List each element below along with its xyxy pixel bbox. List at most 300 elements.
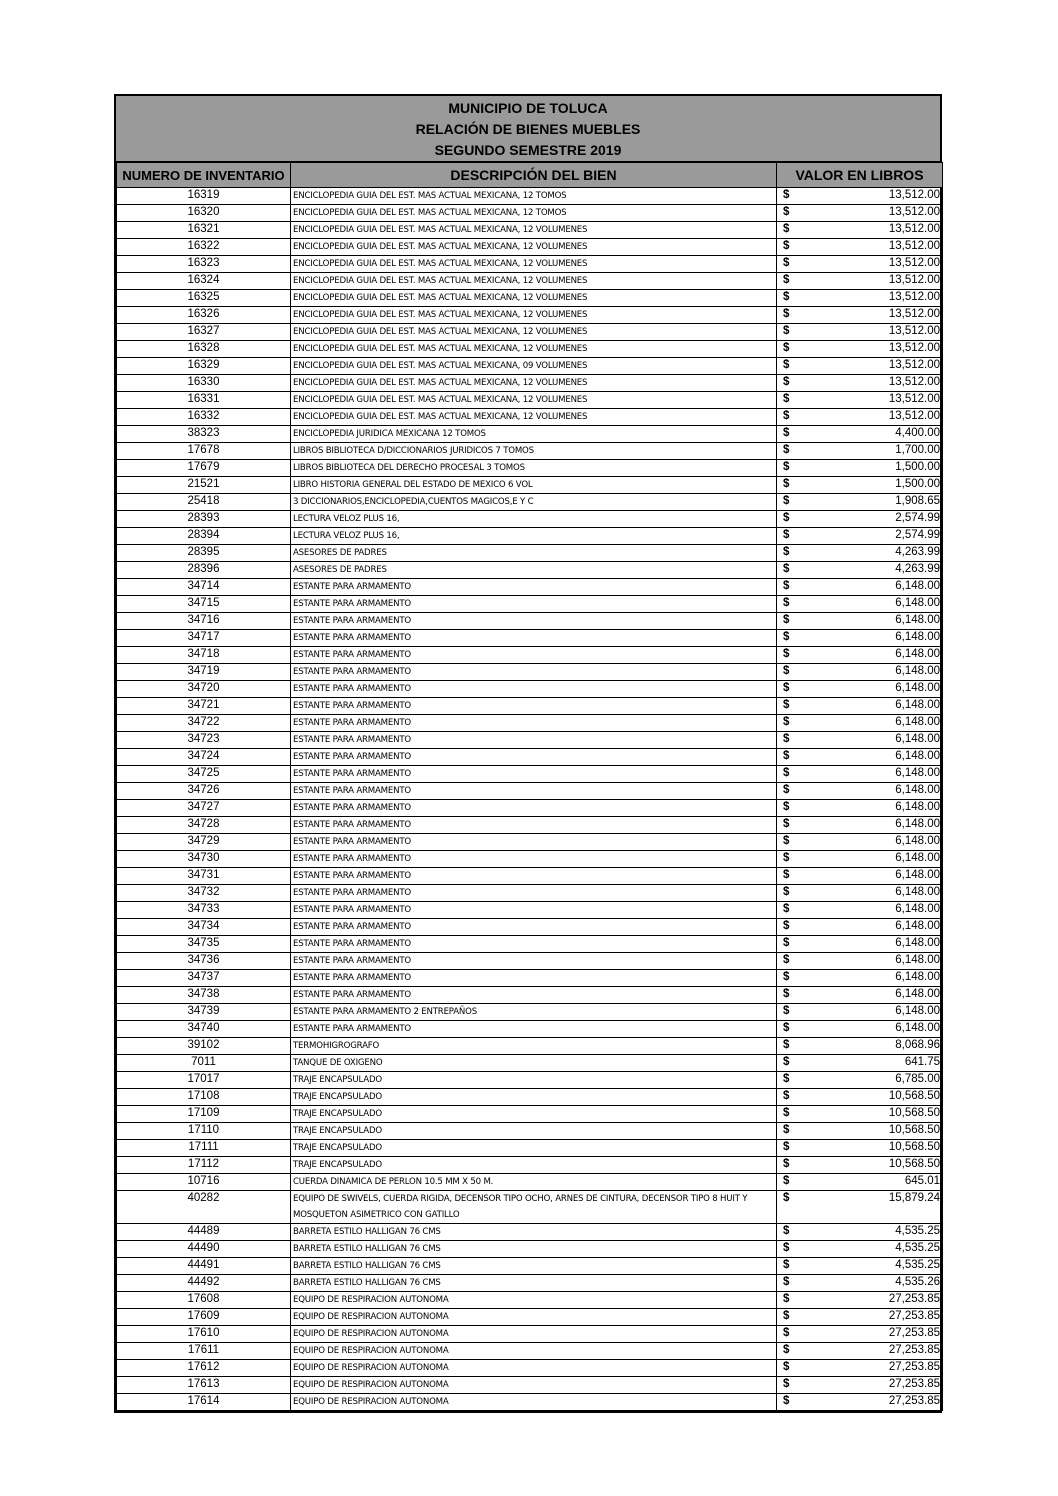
value-amount: 6,148.00 xyxy=(895,665,940,677)
inventory-number-cell: 17608 xyxy=(117,1292,291,1309)
table-header-row xyxy=(117,163,943,188)
description-cell: TRAJE ENCAPSULADO xyxy=(291,1157,777,1174)
table-row xyxy=(117,273,943,290)
currency-symbol: $ xyxy=(783,342,790,354)
value-cell xyxy=(777,1326,943,1343)
inventory-number-cell: 34735 xyxy=(117,936,291,953)
table-row xyxy=(117,545,943,562)
description-cell: ESTANTE PARA ARMAMENTO xyxy=(291,902,777,919)
value-amount: 6,148.00 xyxy=(895,597,940,609)
table-row xyxy=(117,341,943,358)
inventory-number-cell: 34736 xyxy=(117,953,291,970)
inventory-number-cell: 40282 xyxy=(117,1191,291,1224)
currency-symbol: $ xyxy=(783,376,790,388)
value-amount: 6,148.00 xyxy=(895,733,940,745)
value-cell xyxy=(777,1377,943,1394)
description-cell: ESTANTE PARA ARMAMENTO xyxy=(291,1021,777,1038)
description-cell: ENCICLOPEDIA JURIDICA MEXICANA 12 TOMOS xyxy=(291,426,777,443)
value-amount: 27,253.85 xyxy=(888,1378,940,1390)
inventory-number-cell: 16327 xyxy=(117,324,291,341)
description-cell: CUERDA DINAMICA DE PERLON 10.5 MM X 50 M. xyxy=(291,1174,777,1191)
table-row xyxy=(117,392,943,409)
value-cell xyxy=(777,1191,943,1224)
table-row xyxy=(117,1055,943,1072)
currency-symbol: $ xyxy=(783,1378,790,1390)
table-row xyxy=(117,324,943,341)
description-cell: ESTANTE PARA ARMAMENTO xyxy=(291,596,777,613)
value-amount: 6,148.00 xyxy=(895,835,940,847)
inventory-number-cell: 34723 xyxy=(117,732,291,749)
inventory-number-cell: 34717 xyxy=(117,630,291,647)
currency-symbol: $ xyxy=(783,665,790,677)
description-cell: ESTANTE PARA ARMAMENTO xyxy=(291,868,777,885)
value-cell xyxy=(777,307,943,324)
currency-symbol: $ xyxy=(783,835,790,847)
table-row xyxy=(117,375,943,392)
inventory-table xyxy=(116,162,943,1411)
value-cell xyxy=(777,1072,943,1089)
value-amount: 6,148.00 xyxy=(895,784,940,796)
table-row xyxy=(117,749,943,766)
currency-symbol: $ xyxy=(783,1327,790,1339)
description-cell: ESTANTE PARA ARMAMENTO xyxy=(291,783,777,800)
currency-symbol: $ xyxy=(783,427,790,439)
value-amount: 1,700.00 xyxy=(895,444,940,456)
value-amount: 6,148.00 xyxy=(895,954,940,966)
currency-symbol: $ xyxy=(783,631,790,643)
value-cell xyxy=(777,1292,943,1309)
value-amount: 6,148.00 xyxy=(895,971,940,983)
inventory-number-cell: 34730 xyxy=(117,851,291,868)
inventory-number-cell: 17611 xyxy=(117,1343,291,1360)
value-cell xyxy=(777,443,943,460)
currency-symbol: $ xyxy=(783,1175,790,1187)
value-amount: 6,148.00 xyxy=(895,903,940,915)
inventory-number-cell: 17112 xyxy=(117,1157,291,1174)
value-cell xyxy=(777,732,943,749)
title-report: RELACIÓN DE BIENES MUEBLES xyxy=(415,121,641,137)
currency-symbol: $ xyxy=(783,1073,790,1085)
value-amount: 641.75 xyxy=(904,1056,940,1068)
value-cell xyxy=(777,1123,943,1140)
value-amount: 6,148.00 xyxy=(895,988,940,1000)
title-period: SEGUNDO SEMESTRE 2019 xyxy=(434,142,622,158)
value-amount: 27,253.85 xyxy=(888,1293,940,1305)
description-cell: LIBRO HISTORIA GENERAL DEL ESTADO DE MEXICO 6 VOL xyxy=(291,477,777,494)
inventory-number-cell: 16329 xyxy=(117,358,291,375)
currency-symbol: $ xyxy=(783,801,790,813)
description-cell: BARRETA ESTILO HALLIGAN 76 CMS xyxy=(291,1224,777,1241)
value-amount: 10,568.50 xyxy=(888,1107,940,1119)
currency-symbol: $ xyxy=(783,359,790,371)
value-cell xyxy=(777,698,943,715)
currency-symbol: $ xyxy=(783,1158,790,1170)
value-cell xyxy=(777,936,943,953)
description-cell: ESTANTE PARA ARMAMENTO xyxy=(291,749,777,766)
value-cell xyxy=(777,783,943,800)
value-cell xyxy=(777,205,943,222)
value-amount: 645.01 xyxy=(904,1175,940,1187)
table-body xyxy=(117,188,943,1411)
description-cell: ENCICLOPEDIA GUIA DEL EST. MAS ACTUAL MEXICANA, 12 VOLUMENES xyxy=(291,256,777,273)
currency-symbol: $ xyxy=(783,903,790,915)
inventory-number-cell: 16324 xyxy=(117,273,291,290)
table-row xyxy=(117,868,943,885)
table-row xyxy=(117,239,943,256)
currency-symbol: $ xyxy=(783,733,790,745)
value-cell xyxy=(777,1106,943,1123)
inventory-number-cell: 34722 xyxy=(117,715,291,732)
table-row xyxy=(117,1241,943,1258)
currency-symbol: $ xyxy=(783,563,790,575)
currency-symbol: $ xyxy=(783,1056,790,1068)
value-cell xyxy=(777,749,943,766)
inventory-number-cell: 34728 xyxy=(117,817,291,834)
table-row xyxy=(117,528,943,545)
currency-symbol: $ xyxy=(783,682,790,694)
value-amount: 13,512.00 xyxy=(888,257,940,269)
value-amount: 13,512.00 xyxy=(888,342,940,354)
inventory-number-cell: 17109 xyxy=(117,1106,291,1123)
table-row xyxy=(117,409,943,426)
description-cell: ESTANTE PARA ARMAMENTO xyxy=(291,885,777,902)
value-cell xyxy=(777,290,943,307)
description-cell: ESTANTE PARA ARMAMENTO xyxy=(291,817,777,834)
value-amount: 6,148.00 xyxy=(895,750,940,762)
value-cell xyxy=(777,545,943,562)
currency-symbol: $ xyxy=(783,1293,790,1305)
value-cell xyxy=(777,273,943,290)
value-cell xyxy=(777,1241,943,1258)
value-cell xyxy=(777,630,943,647)
currency-symbol: $ xyxy=(783,869,790,881)
table-row xyxy=(117,1140,943,1157)
table-row xyxy=(117,1292,943,1309)
inventory-number-cell: 16321 xyxy=(117,222,291,239)
currency-symbol: $ xyxy=(783,529,790,541)
table-row xyxy=(117,562,943,579)
table-row xyxy=(117,817,943,834)
description-cell: TERMOHIGROGRAFO xyxy=(291,1038,777,1055)
description-cell: LECTURA VELOZ PLUS 16, xyxy=(291,528,777,545)
value-cell xyxy=(777,1089,943,1106)
description-cell: BARRETA ESTILO HALLIGAN 76 CMS xyxy=(291,1275,777,1292)
description-cell: ESTANTE PARA ARMAMENTO xyxy=(291,630,777,647)
currency-symbol: $ xyxy=(783,1141,790,1153)
table-row xyxy=(117,1072,943,1089)
table-row xyxy=(117,1309,943,1326)
description-cell: TRAJE ENCAPSULADO xyxy=(291,1140,777,1157)
table-row xyxy=(117,358,943,375)
value-cell xyxy=(777,647,943,664)
value-cell xyxy=(777,834,943,851)
description-cell: TRAJE ENCAPSULADO xyxy=(291,1072,777,1089)
inventory-number-cell: 17678 xyxy=(117,443,291,460)
value-cell xyxy=(777,766,943,783)
description-cell: ENCICLOPEDIA GUIA DEL EST. MAS ACTUAL MEXICANA, 12 VOLUMENES xyxy=(291,273,777,290)
currency-symbol: $ xyxy=(783,954,790,966)
description-cell: ESTANTE PARA ARMAMENTO xyxy=(291,715,777,732)
value-amount: 4,535.25 xyxy=(895,1259,940,1271)
value-cell xyxy=(777,511,943,528)
value-amount: 4,535.25 xyxy=(895,1242,940,1254)
currency-symbol: $ xyxy=(783,750,790,762)
table-row xyxy=(117,1157,943,1174)
inventory-number-cell: 17108 xyxy=(117,1089,291,1106)
table-row xyxy=(117,1360,943,1377)
table-row xyxy=(117,1343,943,1360)
description-cell: BARRETA ESTILO HALLIGAN 76 CMS xyxy=(291,1258,777,1275)
inventory-number-cell: 34715 xyxy=(117,596,291,613)
description-cell: ENCICLOPEDIA GUIA DEL EST. MAS ACTUAL MEXICANA, 12 VOLUMENES xyxy=(291,409,777,426)
value-cell xyxy=(777,1140,943,1157)
value-cell xyxy=(777,817,943,834)
table-row xyxy=(117,1224,943,1241)
inventory-number-cell: 28396 xyxy=(117,562,291,579)
inventory-number-cell: 17017 xyxy=(117,1072,291,1089)
value-amount: 10,568.50 xyxy=(888,1141,940,1153)
currency-symbol: $ xyxy=(783,784,790,796)
table-row xyxy=(117,188,943,205)
value-amount: 2,574.99 xyxy=(895,529,940,541)
value-cell xyxy=(777,239,943,256)
table-row xyxy=(117,460,943,477)
currency-symbol: $ xyxy=(783,1361,790,1373)
description-cell: ESTANTE PARA ARMAMENTO 2 ENTREPAÑOS xyxy=(291,1004,777,1021)
currency-symbol: $ xyxy=(783,1124,790,1136)
description-cell: EQUIPO DE RESPIRACION AUTONOMA xyxy=(291,1343,777,1360)
value-amount: 6,148.00 xyxy=(895,682,940,694)
currency-symbol: $ xyxy=(783,971,790,983)
currency-symbol: $ xyxy=(783,1310,790,1322)
table-row xyxy=(117,1394,943,1411)
value-cell xyxy=(777,851,943,868)
currency-symbol: $ xyxy=(783,240,790,252)
value-amount: 6,148.00 xyxy=(895,886,940,898)
description-cell: ESTANTE PARA ARMAMENTO xyxy=(291,800,777,817)
currency-symbol: $ xyxy=(783,206,790,218)
value-amount: 6,148.00 xyxy=(895,852,940,864)
table-row xyxy=(117,647,943,664)
description-cell: TANQUE DE OXIGENO xyxy=(291,1055,777,1072)
table-row xyxy=(117,1089,943,1106)
column-header-value: VALOR EN LIBROS xyxy=(777,163,943,188)
value-amount: 6,148.00 xyxy=(895,801,940,813)
value-amount: 6,148.00 xyxy=(895,1005,940,1017)
description-cell: ESTANTE PARA ARMAMENTO xyxy=(291,732,777,749)
value-cell xyxy=(777,1224,943,1241)
value-cell xyxy=(777,902,943,919)
inventory-number-cell: 16323 xyxy=(117,256,291,273)
description-cell: ENCICLOPEDIA GUIA DEL EST. MAS ACTUAL MEXICANA, 12 VOLUMENES xyxy=(291,341,777,358)
table-row xyxy=(117,222,943,239)
value-amount: 2,574.99 xyxy=(895,512,940,524)
value-cell xyxy=(777,970,943,987)
inventory-number-cell: 16330 xyxy=(117,375,291,392)
inventory-number-cell: 16331 xyxy=(117,392,291,409)
value-cell xyxy=(777,477,943,494)
currency-symbol: $ xyxy=(783,1344,790,1356)
description-cell: TRAJE ENCAPSULADO xyxy=(291,1089,777,1106)
inventory-number-cell: 17613 xyxy=(117,1377,291,1394)
inventory-number-cell: 34737 xyxy=(117,970,291,987)
inventory-number-cell: 16320 xyxy=(117,205,291,222)
currency-symbol: $ xyxy=(783,1225,790,1237)
inventory-number-cell: 17610 xyxy=(117,1326,291,1343)
description-cell: ESTANTE PARA ARMAMENTO xyxy=(291,851,777,868)
value-amount: 13,512.00 xyxy=(888,359,940,371)
value-cell xyxy=(777,953,943,970)
table-row xyxy=(117,256,943,273)
inventory-number-cell: 34739 xyxy=(117,1004,291,1021)
inventory-number-cell: 16322 xyxy=(117,239,291,256)
value-amount: 1,500.00 xyxy=(895,478,940,490)
currency-symbol: $ xyxy=(783,189,790,201)
inventory-number-cell: 34725 xyxy=(117,766,291,783)
table-row xyxy=(117,936,943,953)
inventory-number-cell: 17679 xyxy=(117,460,291,477)
description-cell: BARRETA ESTILO HALLIGAN 76 CMS xyxy=(291,1241,777,1258)
value-amount: 1,500.00 xyxy=(895,461,940,473)
description-cell: EQUIPO DE RESPIRACION AUTONOMA xyxy=(291,1326,777,1343)
value-cell xyxy=(777,528,943,545)
currency-symbol: $ xyxy=(783,614,790,626)
table-row xyxy=(117,953,943,970)
inventory-number-cell: 34738 xyxy=(117,987,291,1004)
value-amount: 6,148.00 xyxy=(895,767,940,779)
description-cell: EQUIPO DE SWIVELS, CUERDA RIGIDA, DECENSOR TIPO OCHO, ARNES DE CINTURA, DECENSOR TIPO 8 HUIT Y MOSQUETON ASIMETRICO CON GATILLO xyxy=(291,1191,777,1224)
table-row xyxy=(117,579,943,596)
description-cell: TRAJE ENCAPSULADO xyxy=(291,1106,777,1123)
currency-symbol: $ xyxy=(783,988,790,1000)
inventory-number-cell: 34716 xyxy=(117,613,291,630)
table-row xyxy=(117,307,943,324)
table-row xyxy=(117,1021,943,1038)
inventory-number-cell: 34718 xyxy=(117,647,291,664)
value-amount: 27,253.85 xyxy=(888,1361,940,1373)
value-cell xyxy=(777,375,943,392)
inventory-number-cell: 17614 xyxy=(117,1394,291,1411)
inventory-sheet xyxy=(114,94,942,1413)
value-cell xyxy=(777,426,943,443)
value-amount: 27,253.85 xyxy=(888,1395,940,1407)
value-amount: 6,785.00 xyxy=(895,1073,940,1085)
description-cell: ESTANTE PARA ARMAMENTO xyxy=(291,987,777,1004)
value-cell xyxy=(777,324,943,341)
value-cell xyxy=(777,596,943,613)
inventory-number-cell: 34727 xyxy=(117,800,291,817)
currency-symbol: $ xyxy=(783,767,790,779)
table-row xyxy=(117,1174,943,1191)
value-amount: 4,400.00 xyxy=(895,427,940,439)
currency-symbol: $ xyxy=(783,852,790,864)
inventory-number-cell: 34729 xyxy=(117,834,291,851)
table-row xyxy=(117,1326,943,1343)
description-cell: LIBROS BIBLIOTECA D/DICCIONARIOS JURIDICOS 7 TOMOS xyxy=(291,443,777,460)
currency-symbol: $ xyxy=(783,818,790,830)
value-amount: 6,148.00 xyxy=(895,716,940,728)
table-row xyxy=(117,205,943,222)
description-cell: EQUIPO DE RESPIRACION AUTONOMA xyxy=(291,1309,777,1326)
table-row xyxy=(117,477,943,494)
value-cell xyxy=(777,1394,943,1411)
description-cell: ESTANTE PARA ARMAMENTO xyxy=(291,936,777,953)
value-amount: 13,512.00 xyxy=(888,274,940,286)
inventory-number-cell: 44489 xyxy=(117,1224,291,1241)
description-cell: 3 DICCIONARIOS,ENCICLOPEDIA,CUENTOS MAGICOS,E Y C xyxy=(291,494,777,511)
value-amount: 8,068.96 xyxy=(895,1039,940,1051)
description-cell: ENCICLOPEDIA GUIA DEL EST. MAS ACTUAL MEXICANA, 12 VOLUMENES xyxy=(291,239,777,256)
value-cell xyxy=(777,188,943,205)
value-amount: 13,512.00 xyxy=(888,325,940,337)
inventory-number-cell: 34726 xyxy=(117,783,291,800)
description-cell: EQUIPO DE RESPIRACION AUTONOMA xyxy=(291,1292,777,1309)
currency-symbol: $ xyxy=(783,274,790,286)
value-cell xyxy=(777,256,943,273)
description-cell: ASESORES DE PADRES xyxy=(291,562,777,579)
inventory-number-cell: 28394 xyxy=(117,528,291,545)
value-cell xyxy=(777,1275,943,1292)
value-cell xyxy=(777,1157,943,1174)
currency-symbol: $ xyxy=(783,1107,790,1119)
currency-symbol: $ xyxy=(783,325,790,337)
inventory-number-cell: 44492 xyxy=(117,1275,291,1292)
value-amount: 13,512.00 xyxy=(888,376,940,388)
inventory-number-cell: 34719 xyxy=(117,664,291,681)
value-amount: 6,148.00 xyxy=(895,869,940,881)
value-cell xyxy=(777,392,943,409)
value-cell xyxy=(777,1309,943,1326)
currency-symbol: $ xyxy=(783,410,790,422)
description-cell: EQUIPO DE RESPIRACION AUTONOMA xyxy=(291,1394,777,1411)
value-cell xyxy=(777,613,943,630)
value-amount: 10,568.50 xyxy=(888,1124,940,1136)
value-amount: 10,568.50 xyxy=(888,1158,940,1170)
description-cell: ESTANTE PARA ARMAMENTO xyxy=(291,834,777,851)
description-cell: ENCICLOPEDIA GUIA DEL EST. MAS ACTUAL MEXICANA, 12 VOLUMENES xyxy=(291,392,777,409)
table-row xyxy=(117,987,943,1004)
table-row xyxy=(117,851,943,868)
value-amount: 6,148.00 xyxy=(895,699,940,711)
table-row xyxy=(117,511,943,528)
table-row xyxy=(117,1038,943,1055)
table-row xyxy=(117,732,943,749)
value-amount: 13,512.00 xyxy=(888,393,940,405)
value-cell xyxy=(777,1360,943,1377)
currency-symbol: $ xyxy=(783,308,790,320)
description-cell: ASESORES DE PADRES xyxy=(291,545,777,562)
value-amount: 6,148.00 xyxy=(895,818,940,830)
description-cell: ESTANTE PARA ARMAMENTO xyxy=(291,766,777,783)
currency-symbol: $ xyxy=(783,495,790,507)
inventory-number-cell: 17110 xyxy=(117,1123,291,1140)
value-amount: 10,568.50 xyxy=(888,1090,940,1102)
description-cell: LIBROS BIBLIOTECA DEL DERECHO PROCESAL 3 TOMOS xyxy=(291,460,777,477)
inventory-number-cell: 10716 xyxy=(117,1174,291,1191)
value-cell xyxy=(777,341,943,358)
currency-symbol: $ xyxy=(783,1395,790,1407)
table-row xyxy=(117,1258,943,1275)
table-row xyxy=(117,783,943,800)
currency-symbol: $ xyxy=(783,461,790,473)
value-cell xyxy=(777,987,943,1004)
description-cell: TRAJE ENCAPSULADO xyxy=(291,1123,777,1140)
value-cell xyxy=(777,1174,943,1191)
inventory-number-cell: 17609 xyxy=(117,1309,291,1326)
value-cell xyxy=(777,919,943,936)
description-cell: ENCICLOPEDIA GUIA DEL EST. MAS ACTUAL MEXICANA, 12 VOLUMENES xyxy=(291,307,777,324)
value-cell xyxy=(777,681,943,698)
